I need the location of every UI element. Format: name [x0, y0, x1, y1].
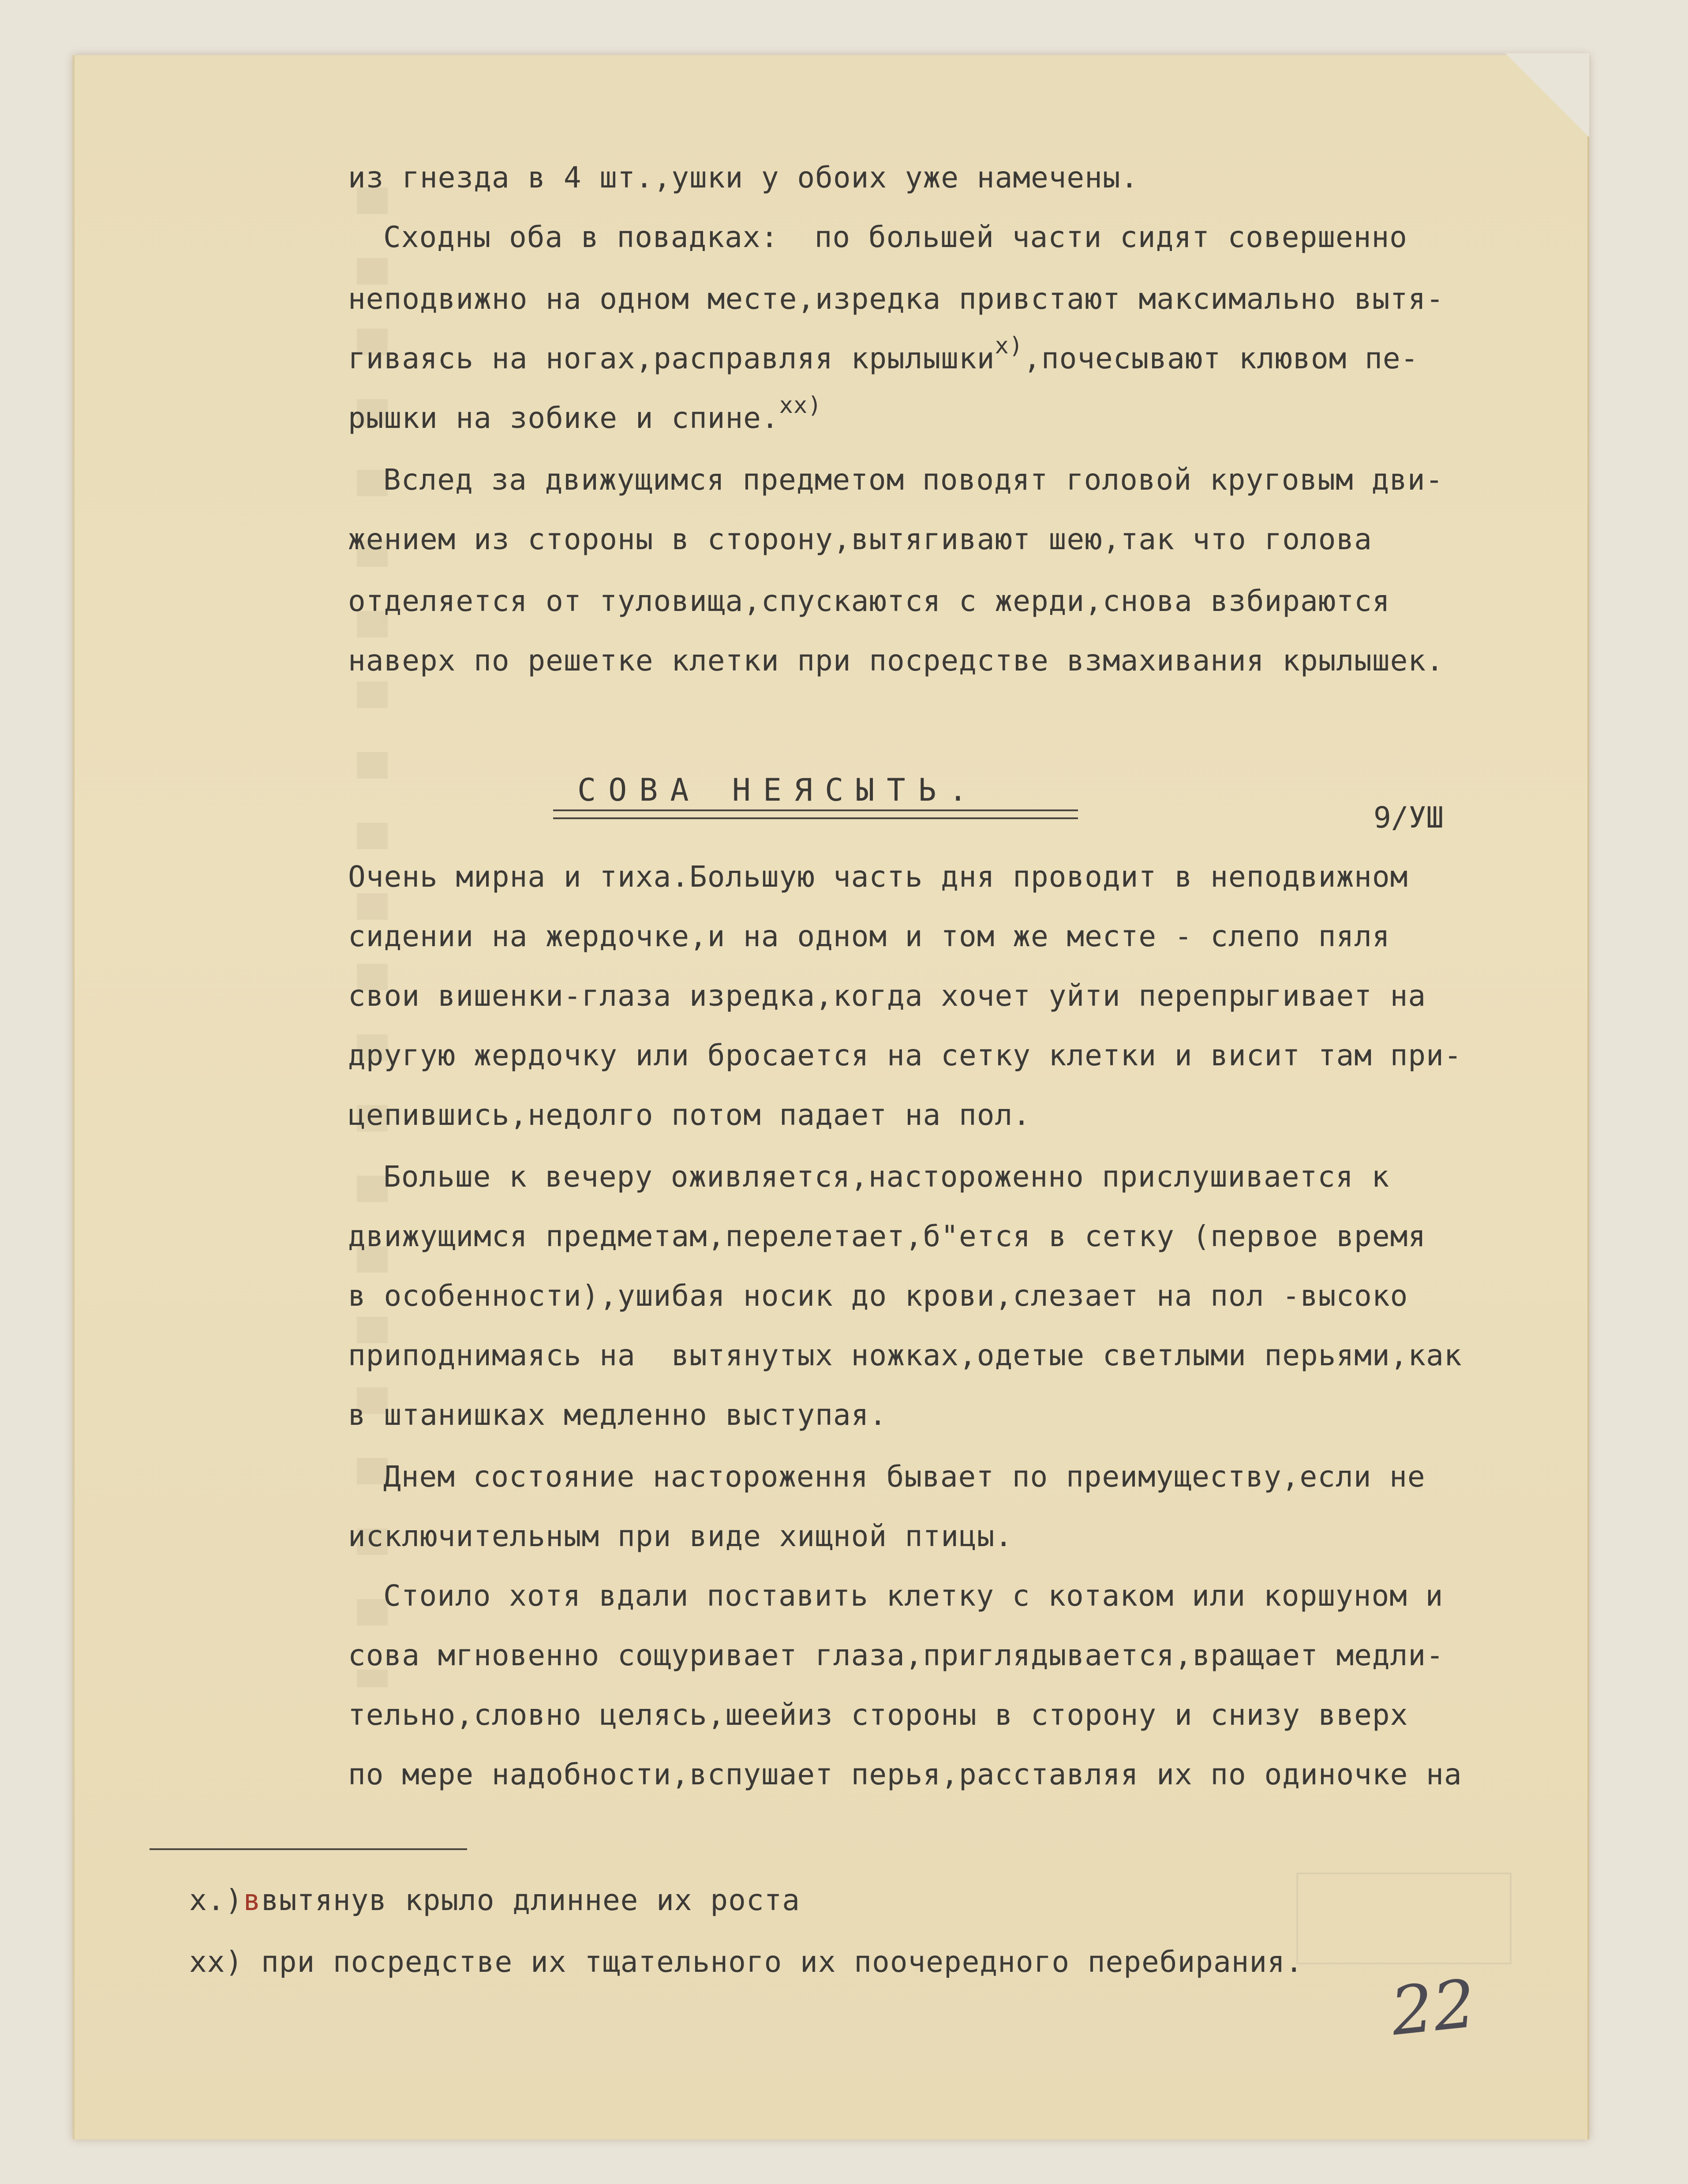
- footnote-mark: хх): [189, 1945, 243, 1979]
- text-line: [348, 392, 822, 435]
- section-title: СОВА НЕЯСЫТЬ.: [577, 772, 980, 808]
- text-line: сидении на жердочке,и на одном и том же месте - слепо пяля: [348, 919, 1390, 953]
- section-date: 9/УШ: [1374, 801, 1444, 835]
- document-page: [73, 55, 1589, 2139]
- text-line: Больше к вечеру оживляется,настороженно прислушивается к: [383, 1160, 1390, 1194]
- footnote-1: [189, 1883, 801, 1917]
- text-line: в штанишках медленно выступая.: [348, 1398, 887, 1432]
- text-line: [348, 333, 1419, 375]
- text-line: наверх по решетке клетки при посредстве взмахивания крылышек.: [348, 644, 1444, 678]
- footnote-text: при посредстве их тщательного их поочередного перебирания.: [261, 1945, 1303, 1979]
- footnote-mark: х.): [189, 1883, 243, 1917]
- text-line: Сходны оба в повадках: по большей части сидят совершенно: [383, 220, 1407, 254]
- handwritten-page-number: 22: [1387, 1965, 1479, 2051]
- strikeout-mark: в: [243, 1883, 261, 1917]
- folded-corner: [1505, 53, 1589, 137]
- text-line: Вслед за движущимся предметом поводят головой круговым дви-: [383, 463, 1444, 497]
- text-line: цепившись,недолго потом падает на пол.: [348, 1098, 1031, 1132]
- text-line: отделяется от туловища,спускаются с жерди,снова взбираются: [348, 584, 1390, 618]
- text-segment: гиваясь на ногах,расправляя крылышки: [348, 341, 995, 375]
- text-segment: ,почесывают клювом пе-: [1023, 341, 1419, 375]
- text-line: жением из стороны в сторону,вытягивают шею,так что голова: [348, 522, 1372, 556]
- text-line: тельно,словно целясь,шеейиз стороны в сторону и снизу вверх: [348, 1698, 1408, 1732]
- text-line: сова мгновенно сощуривает глаза,приглядывается,вращает медли-: [348, 1638, 1444, 1672]
- footnote-mark: х): [995, 333, 1024, 359]
- footnote-rule: [150, 1848, 467, 1850]
- footnote-text: вытянув крыло длиннее их роста: [261, 1883, 801, 1917]
- footnote-2: [189, 1945, 1303, 1979]
- text-line: свои вишенки-глаза изредка,когда хочет уйти перепрыгивает на: [348, 979, 1426, 1013]
- text-line: из гнезда в 4 шт.,ушки у обоих уже намечены.: [348, 161, 1139, 195]
- text-line: движущимся предметам,перелетает,б"ется в сетку (первое время: [348, 1219, 1426, 1253]
- text-line: по мере надобности,вспушает перья,расставляя их по одиночке на: [348, 1757, 1462, 1791]
- text-line: приподнимаясь на вытянутых ножках,одетые светлыми перьями,как: [348, 1338, 1462, 1372]
- faded-stamp: [1296, 1873, 1512, 1964]
- text-line: другую жердочку или бросается на сетку клетки и висит там при-: [348, 1038, 1462, 1072]
- text-line: в особенности),ушибая носик до крови,слезает на пол -высоко: [348, 1279, 1408, 1313]
- title-underline: [553, 809, 1078, 819]
- text-line: Очень мирна и тиха.Большую часть дня проводит в неподвижном: [348, 860, 1408, 894]
- text-line: неподвижно на одном месте,изредка привстают максимально вытя-: [348, 282, 1444, 316]
- text-line: Днем состояние настороження бывает по преимуществу,если не: [383, 1460, 1426, 1494]
- text-line: Стоило хотя вдали поставить клетку с котаком или коршуном и: [383, 1579, 1444, 1613]
- text-line: исключительным при виде хищной птицы.: [348, 1519, 1013, 1553]
- footnote-mark: хх): [779, 392, 822, 419]
- text-segment: рышки на зобике и спине.: [348, 401, 779, 435]
